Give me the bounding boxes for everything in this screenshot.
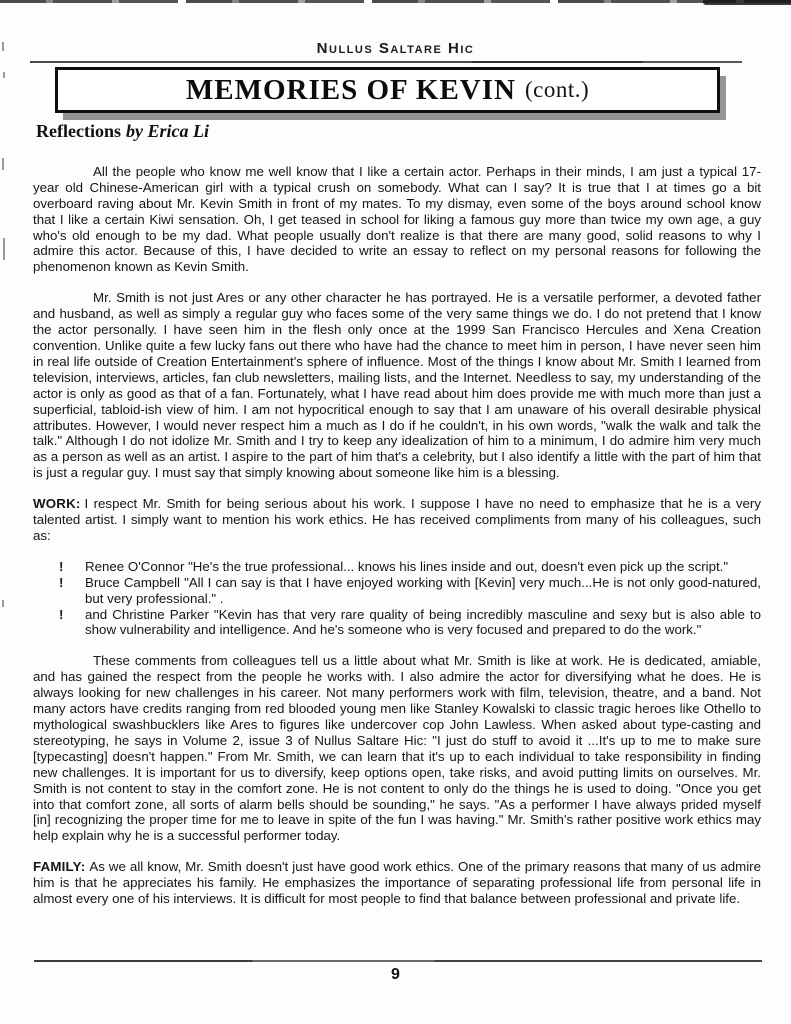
scan-artifact-top-right bbox=[703, 0, 791, 5]
byline bbox=[36, 121, 761, 141]
journal-masthead: Nullus Saltare Hic bbox=[316, 40, 475, 57]
list-item bbox=[33, 559, 761, 575]
masthead-rule bbox=[30, 61, 742, 63]
family-section-paragraph bbox=[33, 859, 761, 907]
footer-rule bbox=[34, 960, 762, 962]
family-section-label: FAMILY: bbox=[33, 859, 86, 875]
family-section-text: As we all know, Mr. Smith doesn't just have good work ethics. One of the primary reasons that many of us admire him is that he appreciates his family. He emphasizes the importance of separating professional life from personal life in almost every one of his interviews. It is difficult for most people to find that balance between professional and private life. bbox=[33, 859, 761, 907]
work-section-text: I respect Mr. Smith for being serious about his work. I suppose I have no need to emphasize that he is a very talented artist. I simply want to mention his work ethics. He has received compliments from many of his colleagues, such as: bbox=[33, 496, 761, 543]
page-number: 9 bbox=[391, 966, 400, 983]
article-title-continuation: (cont.) bbox=[524, 77, 590, 102]
colleague-quote-text: and Christine Parker "Kevin has that very rare quality of being incredibly masculine and sexy but is also able to show vulnerability and intelligence. And he's someone who is very focused and prepared to do the work." bbox=[85, 606, 761, 638]
exclamation-bullet-icon: ! bbox=[59, 558, 64, 574]
scan-artifact-left-mark bbox=[2, 600, 4, 607]
exclamation-bullet-icon: ! bbox=[59, 606, 64, 622]
byline-label: Reflections bbox=[36, 121, 121, 141]
intro-paragraph: Mr. Smith is not just Ares or any other character he has portrayed. He is a versatile performer, a devoted father and husband, as well as simply a regular guy who faces some of the very same things we do. I do not pretend that I know the actor personally. I have seen him in the flesh only once at the 1999 San Francisco Hercules and Xena Creation convention. Unlike quite a few lucky fans out there who have had the chance to meet him in person, I have never seen him in real life outside of Creation Entertainment's sphere of influence. Most of the things I know about Mr. Smith I learned from television, interviews, articles, fan club newsletters, mailing lists, and the Internet. Needless to say, my understanding of the actor is only as good as that of a fan. Fortunately, what I have read about him does provide me with much more than just a superficial, tabloid-ish view of him. I am not hypocritical enough to say that I am unaware of his overall desirable physical attributes. However, I would never respect him a much as I do if he couldn't, in his own words, "walk the walk and talk the talk." Although I do not idolize Mr. Smith and I try to keep any idealization of him to a minimum, I do admire him very much as a person as well as an artist. I aspire to the part of him that's a celebrity, but I also identify a little with the part of him that is just a regular guy. I must say that simply knowing about someone like him is a blessing. bbox=[33, 290, 761, 481]
article-title-banner bbox=[55, 67, 720, 113]
article-title: MEMORIES OF KEVIN bbox=[185, 73, 516, 106]
scan-artifact-left-mark bbox=[2, 158, 4, 170]
byline-author: by Erica Li bbox=[125, 121, 209, 141]
work-section-paragraph bbox=[33, 496, 761, 544]
colleague-quote-text: Renee O'Connor "He's the true professional... knows his lines inside and out, doesn't even pick up the script." bbox=[85, 558, 729, 574]
intro-paragraph: All the people who know me well know that I like a certain actor. Perhaps in their minds, I am just a typical 17-year old Chinese-American girl with a typical crush on somebody. What can I say? It is true that I at times go a bit overboard raving about Mr. Kevin Smith in front of my mates. To my dismay, even some of the boys around school know that I like a certain Kiwi sensation. Oh, I get teased in school for liking a famous guy more than twice my own age, a guy who's old enough to be my dad. What people usually don't realize is that there are many good, solid reasons to why I admire this actor. Because of this, I have decided to write an essay to reflect on my personal reasons for following the phenomenon known as Kevin Smith. bbox=[33, 163, 761, 275]
exclamation-bullet-icon: ! bbox=[59, 574, 64, 590]
work-discussion-paragraph: These comments from colleagues tell us a little about what Mr. Smith is like at work. He is dedicated, amiable, and has gained the respect from the people he works with. I also admire the actor for diversifying what he does. He is always looking for new challenges in his career. Not many performers work with film, television, theatre, and a band. Not many actors have credits ranging from red blooded young men like Stanley Kowalski to classic tragic heroes like Othello to mythological swashbucklers like Ares to figures like undercover cop John Lawless. When asked about type-casting and stereotyping, he says in Volume 2, issue 3 of Nullus Saltare Hic: "I just do stuff to avoid it ...It's up to me to make sure [typecasting] doesn't happen." From Mr. Smith, we can learn that it's up to each individual to take responsibility in finding new challenges. It is important for us to diversify, keep options open, take risks, and avoid putting limits on ourselves. Mr. Smith is not content to stay in the comfort zone. He is not content to only do the things he is used to doing. "Once you get into that comfort zone, all sorts of alarm bells should be sounding," he says. "As a performer I have always prided myself [in] recognizing the proper time for me to leave in spite of the fun I was having." Mr. Smith's rather positive work ethics may help explain why he is a successful performer today. bbox=[33, 653, 761, 844]
scan-artifact-left-mark bbox=[3, 72, 5, 78]
article-body bbox=[33, 121, 761, 922]
list-item bbox=[33, 607, 761, 639]
scan-artifact-left-mark bbox=[3, 238, 5, 260]
list-item bbox=[33, 575, 761, 607]
work-section-label: WORK: bbox=[33, 496, 81, 512]
colleague-quote-list bbox=[33, 559, 761, 639]
colleague-quote-text: Bruce Campbell "All I can say is that I have enjoyed working with [Kevin] very much...He is not only good-natured, but very professional." . bbox=[85, 574, 761, 606]
scan-artifact-top-band bbox=[0, 0, 791, 3]
